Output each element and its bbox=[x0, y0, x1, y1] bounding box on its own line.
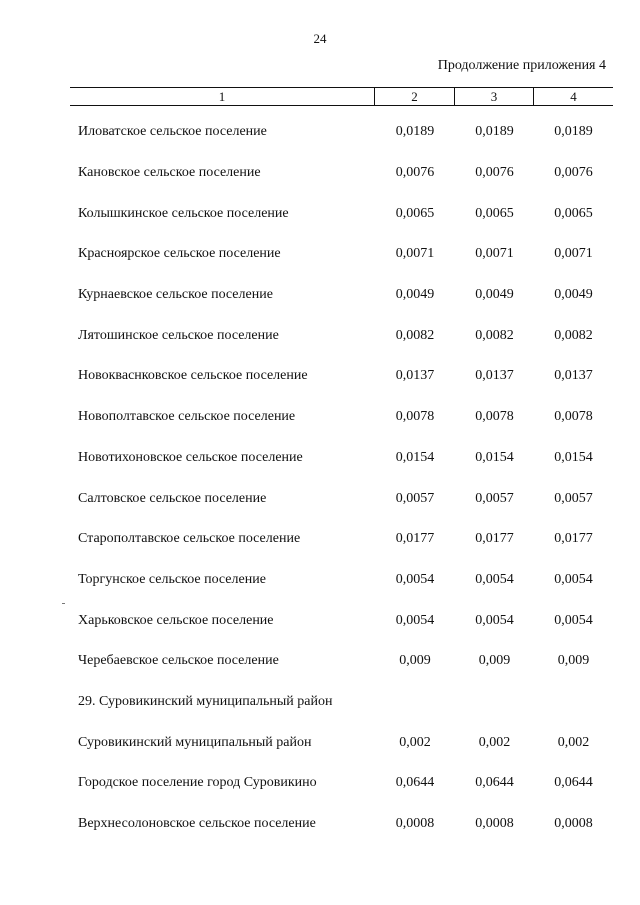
row-value-col-4: 0,0082 bbox=[554, 327, 593, 343]
row-name: Харьковское сельское поселение bbox=[78, 612, 274, 628]
row-value-col-3: 0,002 bbox=[478, 734, 511, 750]
row-name: Колышкинское сельское поселение bbox=[78, 205, 289, 221]
row-name: Салтовское сельское поселение bbox=[78, 490, 267, 506]
row-value-col-2: 0,0177 bbox=[395, 531, 435, 547]
row-value-col-3: 0,0049 bbox=[475, 287, 514, 303]
row-value-col-2: 0,002 bbox=[399, 734, 431, 750]
row-value-col-4: 0,0049 bbox=[554, 287, 593, 303]
row-value-col-2: 0,009 bbox=[399, 653, 431, 669]
row-value-col-2: 0,0076 bbox=[395, 165, 435, 181]
table-row bbox=[70, 234, 613, 275]
table-row bbox=[70, 478, 613, 519]
row-value-col-3: 0,0189 bbox=[475, 124, 514, 140]
table-row bbox=[70, 438, 613, 479]
row-value-col-3: 0,0082 bbox=[475, 327, 514, 343]
header-col-3: 3 bbox=[455, 88, 534, 105]
table-row bbox=[70, 315, 613, 356]
row-name: Торгунское сельское поселение bbox=[78, 571, 266, 587]
header-col-4: 4 bbox=[570, 88, 577, 104]
row-value-col-3: 0,0054 bbox=[475, 571, 514, 587]
row-value-col-2: 0,0644 bbox=[395, 775, 435, 791]
table-row bbox=[70, 193, 613, 234]
row-value-col-4: 0,009 bbox=[557, 653, 590, 669]
row-name: Новокваснковское сельское поселение bbox=[78, 368, 308, 384]
table-row bbox=[70, 804, 613, 845]
row-value-col-4: 0,0154 bbox=[554, 449, 593, 465]
row-value-col-3: 0,0076 bbox=[475, 165, 514, 181]
page-number: 24 bbox=[313, 31, 327, 46]
row-name: Иловатское сельское поселение bbox=[78, 124, 267, 140]
row-value-col-2: 0,0137 bbox=[395, 368, 435, 384]
row-value-col-3: 0,0057 bbox=[475, 490, 514, 506]
row-value-col-4: 0,0189 bbox=[554, 124, 593, 140]
section-heading-row bbox=[70, 682, 613, 723]
row-name: Курнаевское сельское поселение bbox=[78, 287, 273, 303]
row-name: Суровикинский муниципальный район bbox=[78, 734, 312, 750]
row-value-col-3: 0,0078 bbox=[475, 409, 514, 425]
row-value-col-4: 0,002 bbox=[557, 734, 590, 750]
row-value-col-4: 0,0177 bbox=[554, 531, 593, 547]
row-value-col-4: 0,0137 bbox=[554, 368, 593, 384]
row-value-col-3: 0,0137 bbox=[475, 368, 514, 384]
table-row bbox=[70, 722, 613, 763]
row-name: Городское поселение город Суровикино bbox=[78, 775, 317, 791]
row-value-col-2: 0,0082 bbox=[395, 327, 435, 343]
scan-margin-mark bbox=[62, 603, 65, 604]
header-col-2: 2 bbox=[375, 88, 455, 105]
table-body bbox=[70, 112, 613, 844]
row-value-col-4: 0,0078 bbox=[554, 409, 593, 425]
row-value-col-2: 0,0189 bbox=[395, 124, 435, 140]
row-value-col-4: 0,0057 bbox=[554, 490, 593, 506]
row-name: Черебаевское сельское поселение bbox=[78, 653, 279, 669]
header-col-1: 1 bbox=[70, 88, 375, 105]
row-value-col-4: 0,0065 bbox=[554, 205, 593, 221]
table-row bbox=[70, 641, 613, 682]
table-row bbox=[70, 153, 613, 194]
row-value-col-4: 0,0054 bbox=[554, 571, 593, 587]
row-value-col-2: 0,0065 bbox=[395, 205, 435, 221]
row-value-col-4: 0,0008 bbox=[554, 816, 593, 832]
table-header bbox=[70, 87, 613, 106]
row-name: Старополтавское сельское поселение bbox=[78, 531, 301, 547]
row-value-col-2: 0,0049 bbox=[395, 287, 435, 303]
row-value-col-2: 0,0008 bbox=[395, 816, 435, 832]
row-value-col-2: 0,0071 bbox=[395, 246, 435, 262]
row-name: Кановское сельское поселение bbox=[78, 165, 261, 181]
row-value-col-4: 0,0644 bbox=[554, 775, 593, 791]
table-row bbox=[70, 112, 613, 153]
table-row bbox=[70, 560, 613, 601]
table-row bbox=[70, 275, 613, 316]
table-row bbox=[70, 397, 613, 438]
row-value-col-4: 0,0071 bbox=[554, 246, 593, 262]
table-row bbox=[70, 763, 613, 804]
row-value-col-3: 0,0054 bbox=[475, 612, 514, 628]
row-value-col-2: 0,0154 bbox=[395, 449, 435, 465]
table-row bbox=[70, 600, 613, 641]
row-value-col-2: 0,0057 bbox=[395, 490, 435, 506]
row-value-col-2: 0,0054 bbox=[395, 612, 435, 628]
row-value-col-3: 0,0644 bbox=[475, 775, 514, 791]
row-value-col-4: 0,0054 bbox=[554, 612, 593, 628]
section-heading: 29. Суровикинский муниципальный район bbox=[78, 693, 333, 709]
row-name: Лятошинское сельское поселение bbox=[78, 327, 279, 343]
row-value-col-3: 0,009 bbox=[478, 653, 511, 669]
row-name: Красноярское сельское поселение bbox=[78, 246, 281, 262]
row-name: Верхнесолоновское сельское поселение bbox=[78, 816, 316, 832]
continuation-label: Продолжение приложения 4 bbox=[437, 58, 606, 73]
row-value-col-2: 0,0054 bbox=[395, 571, 435, 587]
table-row bbox=[70, 356, 613, 397]
row-value-col-3: 0,0154 bbox=[475, 449, 514, 465]
row-value-col-3: 0,0071 bbox=[475, 246, 514, 262]
table-row bbox=[70, 519, 613, 560]
row-name: Новополтавское сельское поселение bbox=[78, 409, 296, 425]
row-value-col-3: 0,0065 bbox=[475, 205, 514, 221]
row-name: Новотихоновское сельское поселение bbox=[78, 449, 303, 465]
row-value-col-2: 0,0078 bbox=[395, 409, 435, 425]
row-value-col-3: 0,0177 bbox=[475, 531, 514, 547]
row-value-col-4: 0,0076 bbox=[554, 165, 593, 181]
row-value-col-3: 0,0008 bbox=[475, 816, 514, 832]
